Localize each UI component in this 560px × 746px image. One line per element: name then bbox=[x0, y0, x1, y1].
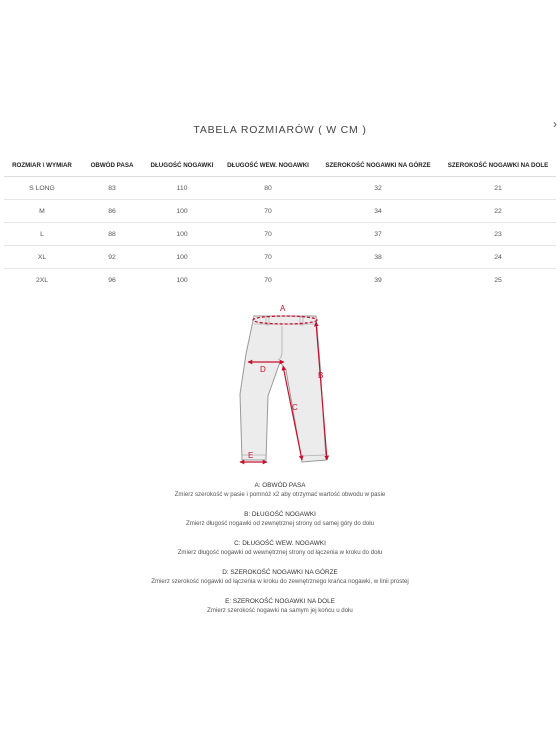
table-cell: 80 bbox=[220, 177, 316, 200]
table-row bbox=[4, 177, 556, 200]
table-row bbox=[4, 200, 556, 223]
column-header-leg-width-bottom: SZEROKOŚĆ NOGAWKI NA DOLE bbox=[440, 155, 556, 177]
legend-item-e bbox=[0, 597, 560, 615]
column-header-waist: OBWÓD PASA bbox=[80, 155, 144, 177]
table-cell: 37 bbox=[316, 223, 440, 246]
legend-item-c bbox=[0, 539, 560, 557]
legend-title: E: SZEROKOŚĆ NOGAWKI NA DOLE bbox=[225, 598, 335, 605]
table-cell: 25 bbox=[494, 276, 502, 284]
column-header-leg-width-top: SZEROKOŚĆ NOGAWKI NA GÓRZE bbox=[316, 155, 440, 177]
legend-title: B: DŁUGOŚĆ NOGAWKI bbox=[244, 511, 316, 518]
label-d: D bbox=[260, 365, 266, 374]
legend-item-a bbox=[0, 481, 560, 499]
legend-item-b bbox=[0, 510, 560, 528]
table-header-row bbox=[4, 155, 556, 177]
table-cell: S LONG bbox=[4, 177, 80, 200]
table-cell: 34 bbox=[316, 200, 440, 223]
table-cell: XL bbox=[4, 246, 80, 269]
table-cell: 38 bbox=[316, 246, 440, 269]
legend-description: Zmierz szerokość w pasie i pomnóż x2 aby otrzymać wartość obwodu w pasie bbox=[174, 491, 386, 498]
table-cell: 83 bbox=[80, 177, 144, 200]
table-cell: 21 bbox=[440, 177, 556, 200]
table-cell: 100 bbox=[144, 223, 220, 246]
legend-item-d bbox=[0, 568, 560, 586]
measurement-legend bbox=[0, 481, 560, 626]
label-c: C bbox=[292, 403, 298, 412]
trousers-measurement-diagram bbox=[228, 300, 338, 472]
table-cell: 39 bbox=[374, 276, 382, 284]
table-row bbox=[4, 246, 556, 269]
label-e: E bbox=[248, 451, 254, 460]
table-cell: 24 bbox=[440, 246, 556, 269]
legend-description: Zmierz szerokość nogawki od łączenia w kroku do zewnętrznego krańca nogawki, w linii prostej bbox=[151, 578, 409, 585]
column-header-leg-length: DŁUGOŚĆ NOGAWKI bbox=[144, 155, 220, 177]
table-cell: 22 bbox=[440, 200, 556, 223]
size-table bbox=[4, 155, 556, 291]
table-cell: 70 bbox=[264, 276, 272, 284]
table-cell: 23 bbox=[440, 223, 556, 246]
table-cell: M bbox=[4, 200, 80, 223]
legend-description: Zmierz szerokość nogawki na samym jej końcu u dołu bbox=[207, 607, 353, 614]
chevron-right-icon[interactable]: › bbox=[553, 117, 557, 131]
label-b: B bbox=[318, 371, 324, 380]
table-cell: 100 bbox=[176, 276, 188, 284]
table-cell: 96 bbox=[108, 276, 116, 284]
table-cell: 110 bbox=[144, 177, 220, 200]
legend-description: Zmierz długość nogawki od zewnętrznej strony od samej góry do dołu bbox=[186, 520, 374, 527]
legend-description: Zmierz długość nogawki od wewnętrznej strony od łączenia w kroku do dołu bbox=[177, 549, 383, 556]
table-cell: 70 bbox=[220, 223, 316, 246]
table-cell: 92 bbox=[80, 246, 144, 269]
table-cell: 70 bbox=[220, 200, 316, 223]
page-title: TABELA ROZMIARÓW ( W CM ) bbox=[193, 124, 367, 136]
table-row bbox=[4, 269, 556, 292]
table-cell: 88 bbox=[80, 223, 144, 246]
table-cell: 2XL bbox=[35, 276, 49, 284]
table-cell: 100 bbox=[144, 200, 220, 223]
trousers-outline bbox=[240, 316, 326, 462]
label-a: A bbox=[280, 304, 286, 313]
table-cell: 70 bbox=[220, 246, 316, 269]
legend-title: A: OBWÓD PASA bbox=[254, 482, 306, 489]
column-header-size: ROZMIAR \ WYMIAR bbox=[4, 155, 80, 177]
table-cell: 100 bbox=[144, 246, 220, 269]
table-cell: 32 bbox=[316, 177, 440, 200]
table-cell: L bbox=[4, 223, 80, 246]
table-cell: 86 bbox=[80, 200, 144, 223]
legend-title: C: DŁUGOŚĆ WEW. NOGAWKI bbox=[234, 540, 326, 547]
column-header-inseam: DŁUGOŚĆ WEW. NOGAWKI bbox=[220, 155, 316, 177]
legend-title: D: SZEROKOŚĆ NOGAWKI NA GÓRZE bbox=[222, 569, 338, 576]
table-row bbox=[4, 223, 556, 246]
